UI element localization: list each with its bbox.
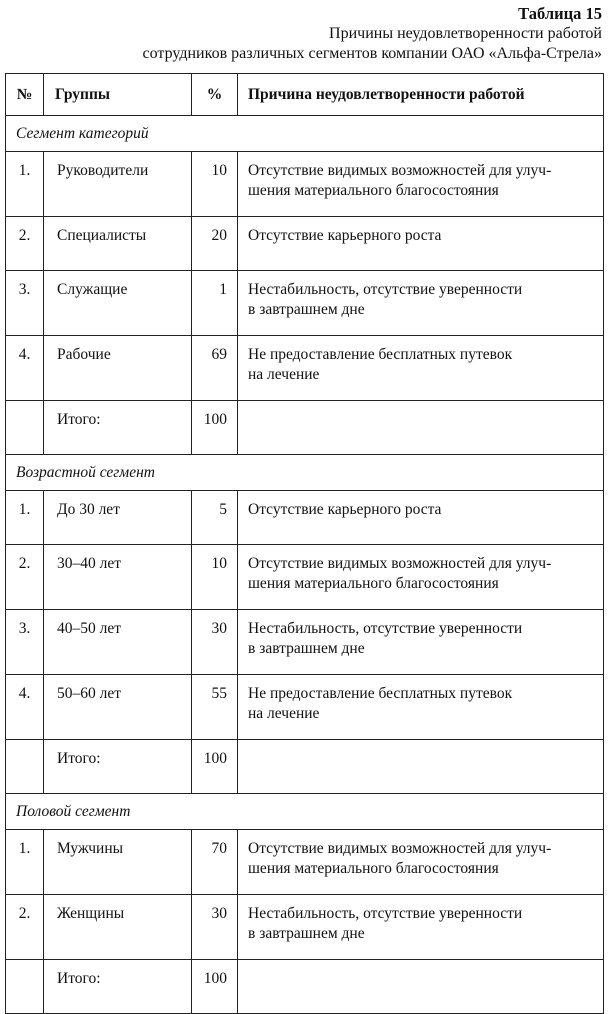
row-reason [238,336,604,401]
segment-title: Сегмент категорий [6,116,604,152]
total-percent: 100 [192,960,238,1014]
reason-line: Нестабильность, отсутствие уверенности [248,281,523,298]
total-label: Итого: [44,401,192,455]
total-label: Итого: [44,960,192,1014]
row-group: Женщины [44,895,192,960]
segment-row [6,794,604,830]
reason-line: Нестабильность, отсутствие уверенности [248,620,523,637]
table-row [6,895,604,960]
row-num: 3. [6,271,44,336]
reason-line: на лечение [248,366,320,383]
row-percent: 10 [192,545,238,610]
row-percent: 10 [192,152,238,217]
reason-line: в завтрашнем дне [248,640,365,657]
header-reason: Причина неудовлетворенности работой [238,74,604,116]
table-header-row [6,74,604,116]
total-label: Итого: [44,740,192,794]
total-reason-empty [238,960,604,1014]
table-title-line-1: Причины неудовлетворенности работой [329,25,602,42]
reason-line: в завтрашнем дне [248,301,365,318]
reason-line: Не предоставление бесплатных путевок [248,685,513,702]
table-row [6,545,604,610]
table-row [6,336,604,401]
table-row [6,491,604,545]
row-num: 1. [6,152,44,217]
row-group: Служащие [44,271,192,336]
reason-line: Не предоставление бесплатных путевок [248,346,513,363]
total-percent: 100 [192,740,238,794]
table-title-line-2: сотрудников различных сегментов компании ОАО «Альфа-Стрела» [142,45,602,62]
table-row [6,675,604,740]
table-row [6,217,604,271]
total-percent: 100 [192,401,238,455]
reason-line: Отсутствие карьерного роста [248,227,442,244]
total-reason-empty [238,740,604,794]
header-num: № [6,74,44,116]
row-group: 40–50 лет [44,610,192,675]
row-percent: 30 [192,895,238,960]
total-reason-empty [238,401,604,455]
row-num: 2. [6,545,44,610]
row-percent: 20 [192,217,238,271]
reason-line: в завтрашнем дне [248,925,365,942]
reason-line: на лечение [248,705,320,722]
dissatisfaction-table [5,73,604,1014]
segment-row [6,116,604,152]
header-group: Группы [44,74,192,116]
row-percent: 30 [192,610,238,675]
table-caption [142,4,602,64]
row-reason [238,675,604,740]
reason-line: шения материального благосостояния [248,182,499,199]
table-row [6,152,604,217]
reason-line: Нестабильность, отсутствие уверенности [248,905,523,922]
row-num: 1. [6,491,44,545]
reason-line: Отсутствие видимых возможностей для улуч- [248,162,552,179]
header-percent: % [192,74,238,116]
row-group: Руководители [44,152,192,217]
row-num: 3. [6,610,44,675]
segment-row [6,455,604,491]
reason-line: Отсутствие карьерного роста [248,501,442,518]
total-row [6,960,604,1014]
row-group: Мужчины [44,830,192,895]
total-num-empty [6,740,44,794]
row-group: 50–60 лет [44,675,192,740]
row-percent: 1 [192,271,238,336]
row-reason [238,152,604,217]
row-num: 2. [6,217,44,271]
table-row [6,830,604,895]
total-row [6,401,604,455]
row-group: Рабочие [44,336,192,401]
reason-line: шения материального благосостояния [248,575,499,592]
row-reason [238,271,604,336]
table-row [6,610,604,675]
total-row [6,740,604,794]
row-percent: 55 [192,675,238,740]
row-percent: 69 [192,336,238,401]
row-reason [238,895,604,960]
row-reason [238,545,604,610]
row-reason [238,491,604,545]
total-num-empty [6,960,44,1014]
reason-line: Отсутствие видимых возможностей для улуч- [248,840,552,857]
reason-line: Отсутствие видимых возможностей для улуч- [248,555,552,572]
row-group: Специалисты [44,217,192,271]
row-num: 2. [6,895,44,960]
row-percent: 70 [192,830,238,895]
total-num-empty [6,401,44,455]
reason-line: шения материального благосостояния [248,860,499,877]
row-group: До 30 лет [44,491,192,545]
table-number: Таблица 15 [518,4,602,23]
segment-title: Половой сегмент [6,794,604,830]
row-reason [238,610,604,675]
segment-title: Возрастной сегмент [6,455,604,491]
table-row [6,271,604,336]
row-percent: 5 [192,491,238,545]
row-num: 1. [6,830,44,895]
row-num: 4. [6,675,44,740]
row-reason [238,830,604,895]
row-group: 30–40 лет [44,545,192,610]
row-reason [238,217,604,271]
row-num: 4. [6,336,44,401]
